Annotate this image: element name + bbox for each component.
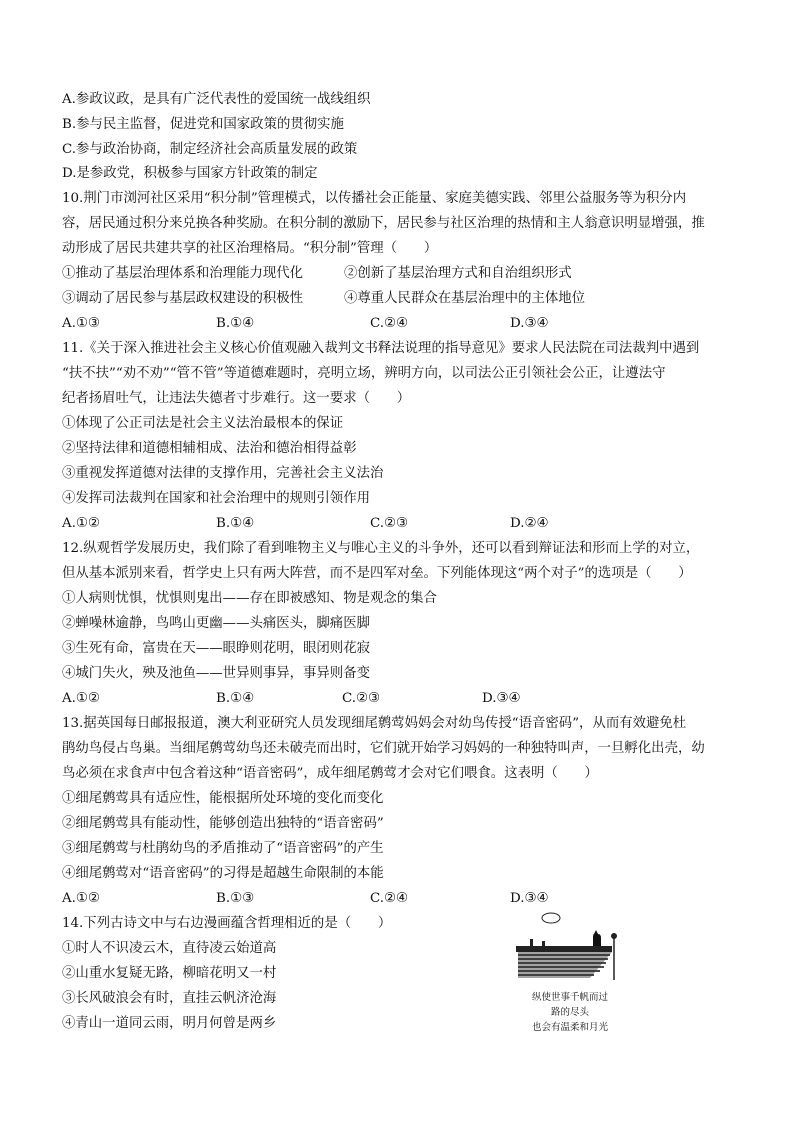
q13-item-3: ③细尾鹩莺与杜鹃幼鸟的矛盾推动了“语音密码”的产生 [62,841,384,856]
q12-item-1: ①人病则忧惧，忧惧则鬼出——存在即被感知、物是观念的集合 [62,591,437,606]
q14-item-3: ③长风破浪会有时，直挂云帆济沧海 [62,991,277,1006]
cat-shape [593,930,601,947]
q13-stem-line-2: 鹃幼鸟侵占鸟巢。当细尾鹩莺幼鸟还未破壳而出时，它们就开始学习妈妈的一种独特叫声，一旦孵化出壳，幼 [62,741,705,756]
q11-item-1: ①体现了公正司法是社会主义法治最根本的保证 [62,416,344,431]
q10-item-2: ②创新了基层治理方式和自治组织形式 [344,266,572,281]
q10-item-1: ①推动了基层治理体系和治理能力现代化 [62,266,304,281]
q12-choice-d: D.③④ [482,691,521,706]
q10-stem-line-1: 10.荆门市浏河社区采用“积分制”管理模式，以传播社会正能量、家庭美德实践、邻里公益服务等为积分内 [62,191,687,206]
q10-item-3: ③调动了居民参与基层政权建设的积极性 [62,291,304,306]
q11-stem-line-2: “扶不扶”“劝不劝”“管不管”等道德难题时，亮明立场，辨明方向，以司法公正引领社会公正，让遵法守 [62,366,666,381]
q11-choice-c: C.②③ [370,516,409,531]
q13-choice-c: C.②④ [370,891,409,906]
q9-option-c: C.参与政治协商，制定经济社会高质量发展的政策 [62,142,358,157]
q14-item-2: ②山重水复疑无路，柳暗花明又一村 [62,966,277,981]
q13-choice-a: A.①② [62,891,100,906]
q10-stem-line-2: 容，居民通过积分来兑换各种奖励。在积分制的激励下，居民参与社区治理的热情和主人翁意识明显增强，推 [62,216,705,231]
q14-item-4: ④青山一道同云雨，明月何曾是两乡 [62,1016,277,1031]
q10-item-4: ④尊重人民群众在基层治理中的主体地位 [344,291,586,306]
q11-choice-b: B.①④ [216,516,255,531]
cartoon-caption-line-1: 纵使世事千帆而过 [531,992,608,1003]
q9-option-a: A.参政议政，是具有广泛代表性的爱国统一战线组织 [62,92,371,107]
q12-item-2: ②蝉噪林逾静，鸟鸣山更幽——头痛医头，脚痛医脚 [62,616,370,631]
q10-choice-a: A.①③ [62,316,100,331]
q10-choice-b: B.①④ [216,316,255,331]
moon-shape [542,913,560,923]
q14-stem: 14.下列古诗文中与右边漫画蕴含哲理相近的是（ ） [62,916,392,931]
q10-choice-d: D.③④ [510,316,549,331]
q13-stem-line-3: 鸟必须在求食声中包含着这种“语音密码”，成年细尾鹩莺才会对它们喂食。这表明（ ） [62,766,598,781]
q13-item-1: ①细尾鹩莺具有适应性，能根据所处环境的变化而变化 [62,791,384,806]
q9-option-b: B.参与民主监督，促进党和国家政策的贯彻实施 [62,117,344,132]
q12-stem-line-1: 12.纵观哲学发展历史，我们除了看到唯物主义与唯心主义的斗争外，还可以看到辩证法和形而上学的对立， [62,541,700,556]
q11-choice-a: A.①② [62,516,100,531]
q10-choice-c: C.②④ [370,316,409,331]
q11-item-2: ②坚持法律和道德相辅相成、法治和德治相得益彰 [62,441,357,456]
q13-item-2: ②细尾鹩莺具有能动性，能够创造出独特的“语音密码” [62,816,384,831]
q11-item-3: ③重视发挥道德对法律的支撑作用，完善社会主义法治 [62,466,384,481]
q12-choice-b: B.①④ [216,691,255,706]
q11-choice-d: D.②④ [510,516,549,531]
q13-choice-d: D.③④ [510,891,549,906]
q14-item-1: ①时人不识凌云木，直待凌云始道高 [62,941,277,956]
q9-option-d: D.是参政党，积极参与国家方针政策的制定 [62,166,318,181]
q13-item-4: ④细尾鹩莺对“语音密码”的习得是超越生命限制的本能 [62,866,384,881]
cartoon-caption-line-2: 路的尽头 [550,1007,589,1018]
q11-stem-line-1: 11.《关于深入推进社会主义核心价值观融入裁判文书释法说理的指导意见》要求人民法院在司法裁判中遇到 [62,341,700,356]
q11-stem-line-3: 纪者扬眉吐气，让违法失德者寸步难行。这一要求（ ） [62,391,411,406]
q13-choice-b: B.①③ [216,891,255,906]
q12-stem-line-2: 但从基本派别来看，哲学史上只有两大阵营，而不是四军对垒。下列能体现这“两个对子”的选项是（ ） [62,566,692,581]
cartoon-caption-line-3: 也会有温柔和月光 [531,1022,608,1033]
q13-stem-line-1: 13.据英国每日邮报报道，澳大利亚研究人员发现细尾鹩莺妈妈会对幼鸟传授“语音密码”，从而有效避免杜 [62,716,687,731]
q12-item-3: ③生死有命，富贵在天——眼睁则花明，眼闭则花寂 [62,641,370,656]
q12-item-4: ④城门失火，殃及池鱼——世异则事异，事异则备变 [62,666,370,681]
q10-stem-line-3: 动形成了居民共建共享的社区治理格局。“积分制”管理（ ） [62,241,438,256]
q11-item-4: ④发挥司法裁判在国家和社会治理中的规则引领作用 [62,491,370,506]
q12-choice-c: C.②③ [342,691,381,706]
q12-choice-a: A.①② [62,691,100,706]
